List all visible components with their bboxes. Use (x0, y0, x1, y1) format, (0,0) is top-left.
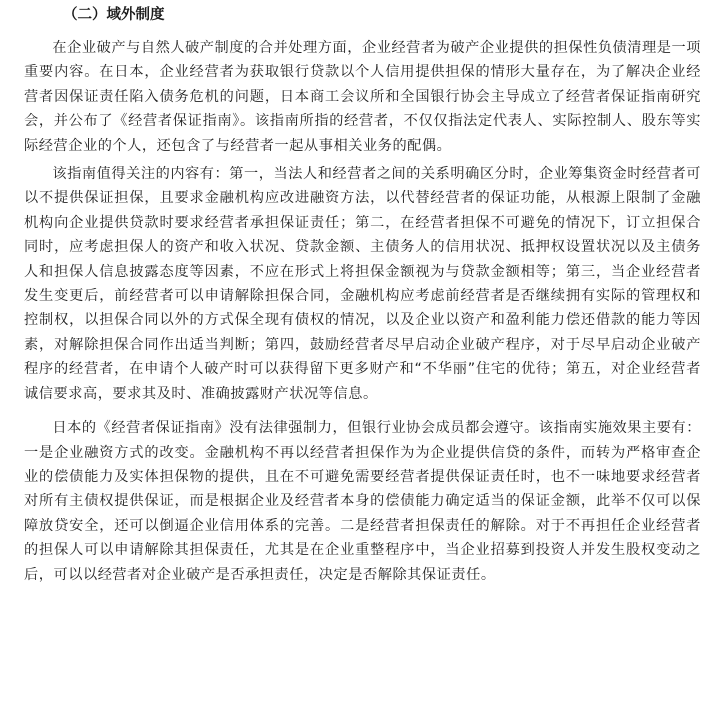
paragraph-gap (24, 406, 701, 416)
paragraph-implementation-effect: 日本的《经营者保证指南》没有法律强制力，但银行业协会成员都会遵守。该指南实施效果主要有：一是企业融资方式的改变。金融机构不再以经营者担保作为为企业提供信贷的条件，而转为严格审查企业的偿债能力及实体担保物的提供，且在不可避免需要经营者提供保证责任时，也不一味地要求经营者对所有主债权提供保证，而是根据企业及经营者本身的偿债能力确定适当的保证金额，此举不仅可以保障放贷安全，还可以倒逼企业信用体系的完善。二是经营者担保责任的解除。对于不再担任企业经营者的担保人可以申请解除其担保责任，尤其是在企业重整程序中，当企业招募到投资人并发生股权变动之后，可以以经营者对企业破产是否承担责任，决定是否解除其保证责任。 (24, 420, 701, 583)
paragraph-overview: 在企业破产与自然人破产制度的合并处理方面，企业经营者为破产企业提供的担保性负债清理是一项重要内容。在日本，企业经营者为获取银行贷款以个人信用提供担保的情形大量存在，为了解决企业经营者因保证责任陷入债务危机的问题，日本商工会议所和全国银行协会主导成立了经营者保证指南研究会，并公布了《经营者保证指南》。该指南所指的经营者，不仅仅指法定代表人、实际控制人、股东等实际经营企业的个人，还包含了与经营者一起从事相关业务的配偶。 (24, 40, 701, 154)
section-heading: （二）域外制度 (63, 7, 165, 23)
paragraph-guideline-content: 该指南值得关注的内容有：第一，当法人和经营者之间的关系明确区分时，企业筹集资金时经营者可以不提供保证担保，且要求金融机构应改进融资方法，以代替经营者的保证功能，从根源上限制了金融机构向企业提供贷款时要求经营者承担保证责任；第二，在经营者担保不可避免的情况下，订立担保合同时，应考虑担保人的资产和收入状况、贷款金额、主债务人的信用状况、抵押权设置状况以及主债务人和担保人信息披露态度等因素，不应在形式上将担保金额视为与贷款金额相等；第三，当企业经营者发生变更后，前经营者可以申请解除担保合同，金融机构应考虑前经营者是否继续拥有实际的管理权和控制权，以担保合同以外的方式保全现有债权的情况，以及企业以资产和盈利能力偿还借款的能力等因素，对解除担保合同作出适当判断；第四，鼓励经营者尽早启动企业破产程序，对于尽早启动企业破产程序的经营者，在申请个人破产时可以获得留下更多财产和“不华丽”住宅的优待；第五，对企业经营者诚信要求高，要求其及时、准确披露财产状况等信息。 (24, 166, 701, 402)
